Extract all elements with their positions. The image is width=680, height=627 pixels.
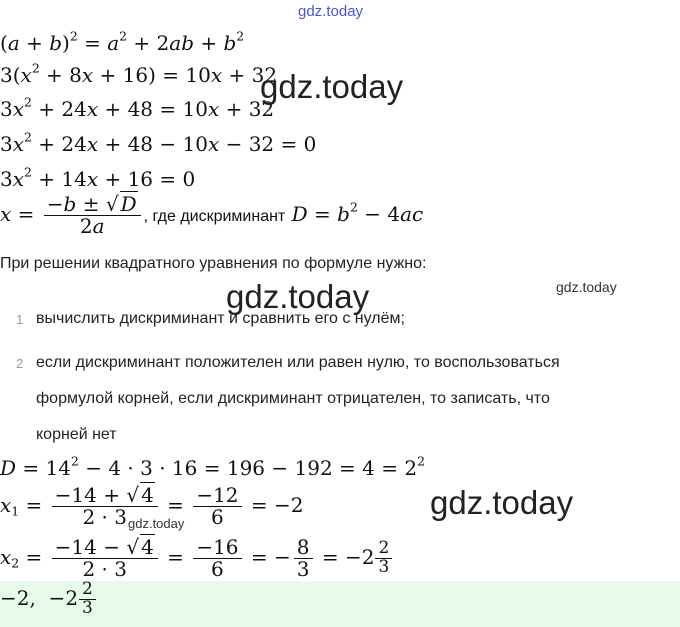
intro-text: При решении квадратного уравнения по формуле нужно: xyxy=(0,255,427,272)
list-number-2: 2 xyxy=(16,356,24,371)
quadratic-formula: x = $\frac{-b \pm √ D}{2a}$ , где дискриминант $D = b^2 - 4ac$ xyxy=(0,192,424,238)
watermark-top: gdz.today xyxy=(298,3,364,20)
root-x1: $x_1$ = $\frac{-14 + √ 4}{2 \cdot 3}$ = $\frac{-12}{6}$ = −2 xyxy=(0,483,304,529)
watermark-small: gdz.today xyxy=(556,279,617,295)
formula-fraction: $\frac{-b \pm √ D}{2a}$ xyxy=(44,194,141,237)
root-x2: $x_2$ = $\frac{-14 - √ 4}{2 \cdot 3}$ = $\frac{-16}{6}$ = − $\frac{8}{3}$ = −2 $\frac{2}{3}$ xyxy=(0,537,395,580)
equation-line-2: $3x^2 + 24x + 48 = 10x + 32$ xyxy=(0,94,275,121)
list-item-2-line-2: формулой корней, если дискриминант отрицателен, то записать, что xyxy=(36,390,550,407)
list-item-2-line-3: корней нет xyxy=(36,426,117,443)
watermark-inline: gdz.today xyxy=(128,516,185,531)
watermark-3: gdz.today xyxy=(430,484,574,521)
equation-line-1: $3(x^2 + 8x + 16) = 10x + 32$ xyxy=(0,60,278,87)
watermark-2: gdz.today xyxy=(226,278,370,315)
equation-line-4: $3x^2 + 14x + 16 = 0$ xyxy=(0,164,196,191)
list-number-1: 1 xyxy=(16,312,24,327)
discriminant-calculation: $D = 14^2 - 4 \cdot 3 \cdot 16 = 196 - 192 = 4 = 2^2$ xyxy=(0,453,425,480)
answer: −2, −2 $\frac{2}{3}$ xyxy=(0,581,99,618)
formula-square-of-sum: $(a + b)^2 = a^2 + 2ab + b^2$ xyxy=(0,28,245,55)
watermark-1: gdz.today xyxy=(260,68,404,105)
clip-cover-1 xyxy=(0,244,680,252)
list-item-2-line-1: если дискриминант положителен или равен нулю, то воспользоваться xyxy=(36,354,560,371)
where-text: , где дискриминант xyxy=(143,208,286,225)
list-item-1: вычислить дискриминант и сравнить его с нулём; xyxy=(36,310,405,327)
answer-box xyxy=(0,581,680,627)
equation-line-3: $3x^2 + 24x + 48 - 10x - 32 = 0$ xyxy=(0,129,317,156)
